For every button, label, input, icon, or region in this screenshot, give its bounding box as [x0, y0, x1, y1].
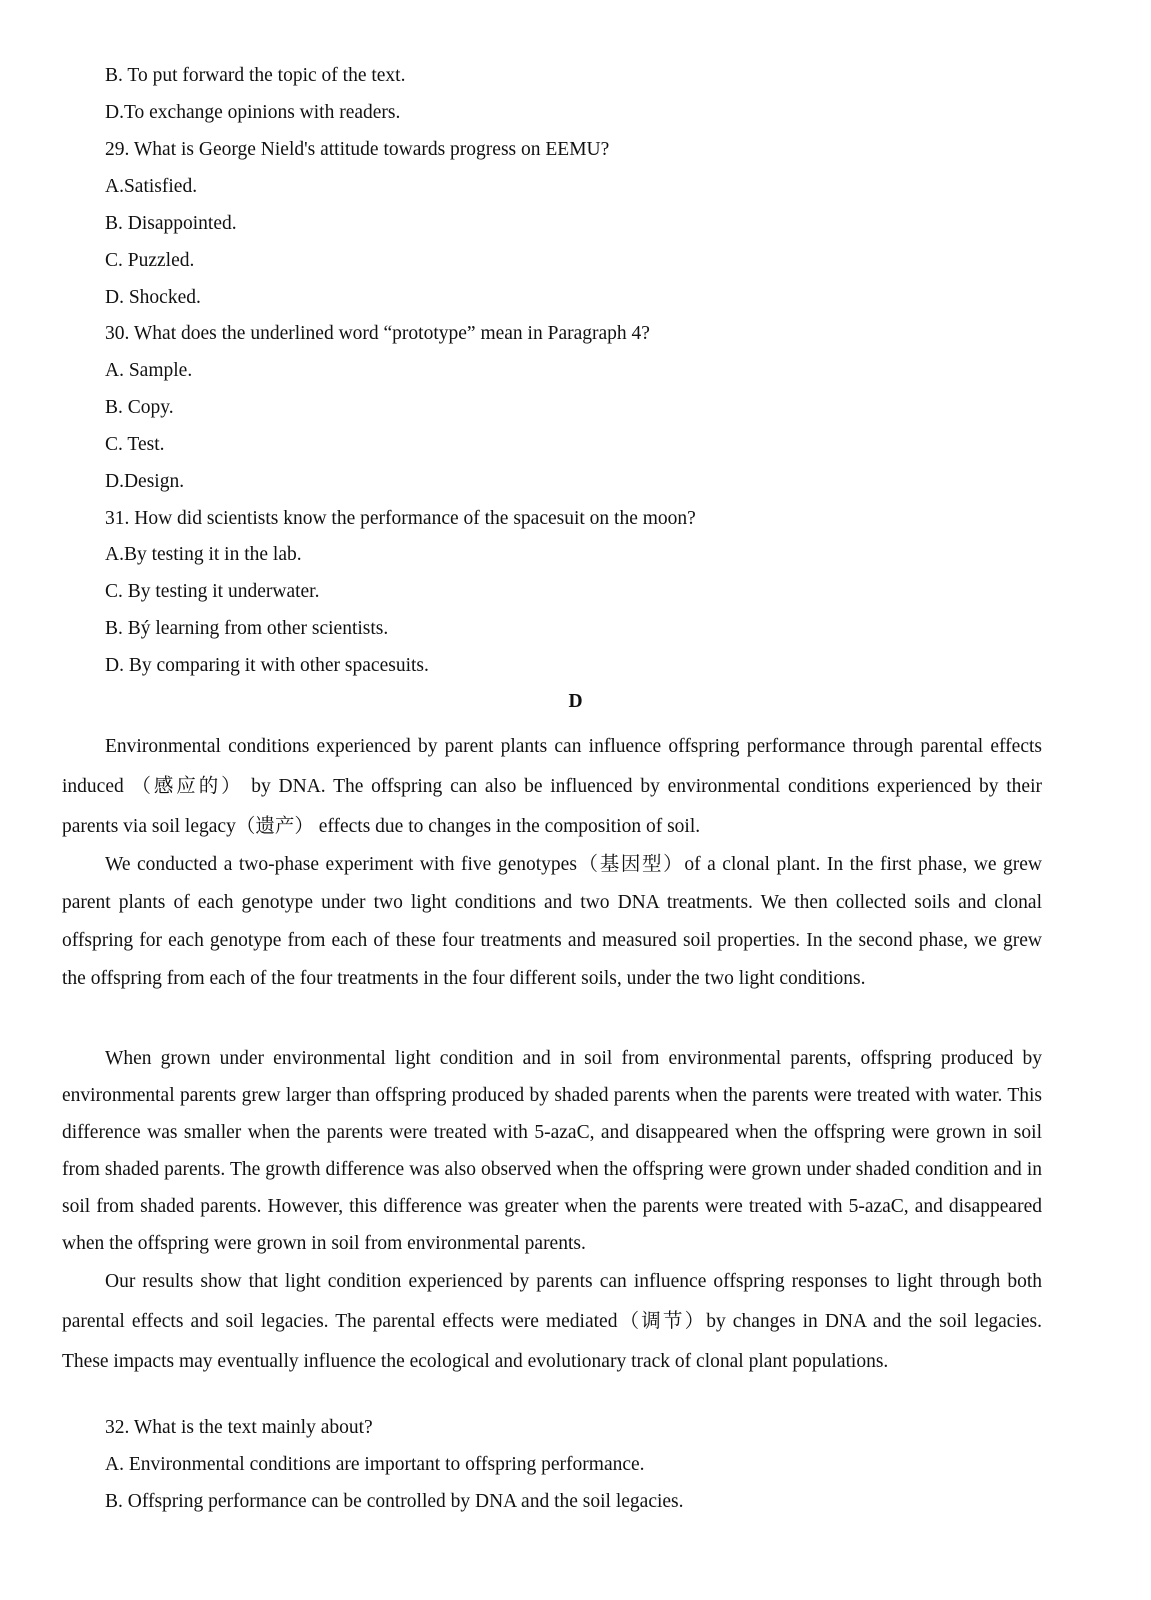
- question-31-stem: 31. How did scientists know the performance of the spacesuit on the moon?: [105, 508, 696, 529]
- question-31-option-a: A.By testing it in the lab.: [105, 544, 302, 565]
- question-29-stem: 29. What is George Nield's attitude towards progress on EEMU?: [105, 139, 610, 160]
- question-32-option-a: A. Environmental conditions are important to offspring performance.: [105, 1454, 645, 1475]
- question-30-stem: 30. What does the underlined word “prototype” mean in Paragraph 4?: [105, 323, 650, 344]
- question-31-option-b: B. Bý learning from other scientists.: [105, 618, 389, 639]
- question-31-option-c: C. By testing it underwater.: [105, 581, 320, 602]
- question-32-stem: 32. What is the text mainly about?: [105, 1417, 373, 1438]
- section-label: D: [568, 691, 583, 712]
- passage-paragraph-4: Our results show that light condition experienced by parents can influence offspring responses to light through both parental effects and soil legacies. The parental effects were mediated（调节）by changes in DNA and the soil legacies. These impacts may eventually influence the ecological and evolutionary track of clonal plant populations.: [62, 1271, 1042, 1372]
- question-30-option-d: D.Design.: [105, 471, 185, 492]
- question-30-option-c: C. Test.: [105, 434, 165, 455]
- question-32-option-b: B. Offspring performance can be controlled by DNA and the soil legacies.: [105, 1491, 684, 1512]
- question-29-option-a: A.Satisfied.: [105, 176, 198, 197]
- passage-paragraph-1: Environmental conditions experienced by parent plants can influence offspring performance through parental effects induced （感应的） by DNA. The offspring can also be influenced by environmental conditions experienced by their parents via soil legacy（遗产） effects due to changes in the composition of soil.: [62, 736, 1042, 837]
- question-31-option-d: D. By comparing it with other spacesuits.: [105, 655, 429, 676]
- question-30-option-b: B. Copy.: [105, 397, 174, 418]
- prev-option-b: B. To put forward the topic of the text.: [105, 65, 406, 86]
- question-29-option-d: D. Shocked.: [105, 287, 201, 308]
- prev-option-d: D.To exchange opinions with readers.: [105, 102, 401, 123]
- passage-paragraph-2: We conducted a two-phase experiment with five genotypes（基因型）of a clonal plant. In the first phase, we grew parent plants of each genotype under two light conditions and two DNA treatments. We then collected soils and clonal offspring for each genotype from each of these four treatments and measured soil properties. In the second phase, we grew the offspring from each of the four treatments in the four different soils, under the two light conditions.: [62, 854, 1042, 989]
- question-30-option-a: A. Sample.: [105, 360, 193, 381]
- question-29-option-b: B. Disappointed.: [105, 213, 237, 234]
- question-29-option-c: C. Puzzled.: [105, 250, 195, 271]
- passage-paragraph-3: When grown under environmental light condition and in soil from environmental parents, offspring produced by environmental parents grew larger than offspring produced by shaded parents when the parents were treated with water. This difference was smaller when the parents were treated with 5-azaC, and disappeared when the offspring were grown in soil from shaded parents. The growth difference was also observed when the offspring were grown under shaded condition and in soil from shaded parents. However, this difference was greater when the parents were treated with 5-azaC, and disappeared when the offspring were grown in soil from environmental parents.: [62, 1048, 1042, 1254]
